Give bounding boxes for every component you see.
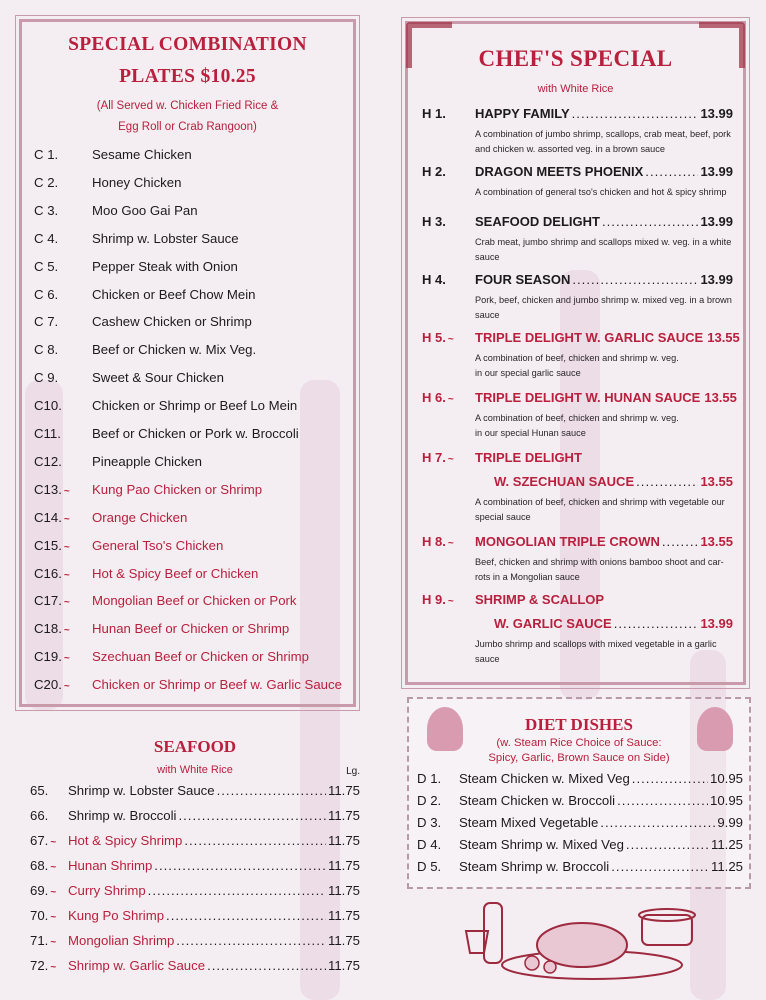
diet-list-item (417, 793, 743, 808)
dot-leader (626, 837, 709, 852)
combo-item-name: Szechuan Beef or Chicken or Shrimp (92, 649, 309, 665)
combo-item-code: C18. ~ (34, 621, 70, 637)
chefs-item-description-line2: special sauce (475, 512, 531, 522)
chefs-item-name: MONGOLIAN TRIPLE CROWN (475, 534, 660, 549)
seafood-item-code: 71. ~ (30, 933, 57, 948)
diet-list-item (417, 771, 743, 786)
combination-subtitle-line2: Egg Roll or Crab Rangoon) (118, 121, 257, 133)
chefs-special-title: CHEF'S SPECIAL (478, 46, 673, 71)
spicy-pepper-icon: ~ (50, 862, 57, 873)
roast-chicken-and-wine-illustration (462, 893, 722, 988)
seafood-item-code: 72. ~ (30, 958, 57, 973)
dot-leader (602, 214, 699, 229)
spicy-pepper-icon: ~ (447, 596, 454, 607)
spicy-pepper-icon: ~ (63, 485, 70, 497)
spicy-pepper-icon: ~ (63, 653, 70, 665)
diet-item-price: 11.25 (710, 837, 743, 852)
dot-leader (636, 474, 698, 489)
chefs-item-name-row (475, 390, 737, 405)
diet-item-name: Steam Shrimp w. Mixed Veg (459, 837, 624, 852)
chefs-item-name: SEAFOOD DELIGHT (475, 214, 600, 229)
seafood-subtitle: with White Rice (157, 764, 233, 776)
combo-item-code: C16. ~ (34, 565, 70, 581)
dot-leader (632, 771, 708, 786)
food-illustration (462, 893, 722, 988)
combo-item-name: General Tso's Chicken (92, 537, 224, 553)
diet-list-item (417, 815, 743, 830)
combo-item-name: Pineapple Chicken (92, 453, 202, 469)
chefs-item-description-line2: in our special garlic sauce (475, 368, 581, 378)
combo-item-code: C 2. (34, 174, 59, 190)
combo-item-name: Chicken or Shrimp or Beef w. Garlic Sauce (92, 677, 342, 693)
seafood-item-code: 66. (30, 808, 49, 823)
dot-leader (614, 616, 699, 631)
spicy-pepper-icon: ~ (63, 541, 70, 553)
combo-item-code: C13. ~ (34, 481, 70, 497)
seafood-item-price: 11.75 (327, 958, 360, 973)
seafood-item-price: 11.75 (327, 858, 360, 873)
combo-item-name: Cashew Chicken or Shrimp (92, 314, 252, 330)
chefs-item-description-line2: in our special Hunan sauce (475, 428, 586, 438)
diet-item-name: Steam Mixed Vegetable (459, 815, 599, 830)
chefs-item-code: H 8. ~ (422, 534, 454, 549)
diet-dishes-subtitle-line1: (w. Steam Rice Choice of Sauce: (496, 737, 662, 749)
seafood-size-label: Lg. (346, 766, 360, 777)
seafood-item-code: 68. ~ (30, 858, 57, 873)
seafood-item-name: Shrimp w. Lobster Sauce (68, 783, 215, 798)
seafood-item-name: Shrimp w. Broccoli (68, 808, 177, 823)
chefs-item-description-line1: A combination of general tso's chicken and hot & spicy shrimp (475, 187, 727, 197)
combo-item-name: Shrimp w. Lobster Sauce (92, 230, 239, 246)
chefs-item-code: H 1. (422, 106, 446, 121)
spicy-pepper-icon: ~ (63, 597, 70, 609)
chefs-item-name-row (475, 214, 733, 229)
diet-list-item (417, 837, 743, 852)
seafood-list-item (30, 833, 360, 848)
diet-list-item (417, 859, 743, 874)
combo-item-code: C 5. (34, 258, 59, 274)
chefs-item-price: 13.99 (700, 616, 733, 631)
seafood-title: SEAFOOD (153, 737, 237, 756)
seafood-item-name: Mongolian Shrimp (68, 933, 175, 948)
dot-leader (184, 833, 326, 848)
diet-item-code: D 3. (417, 815, 442, 830)
diet-item-code: D 5. (417, 859, 442, 874)
chefs-item-name: TRIPLE DELIGHT W. HUNAN SAUCE (475, 390, 701, 405)
dot-leader (176, 933, 326, 948)
chefs-item-name-row (494, 616, 733, 631)
chefs-item-name-row (475, 534, 733, 549)
chefs-item-name: FOUR SEASON (475, 272, 571, 287)
seafood-item-name: Hunan Shrimp (68, 858, 153, 873)
combo-item-code: C17. ~ (34, 593, 70, 609)
seafood-section (30, 735, 360, 985)
seafood-item-price: 11.75 (327, 908, 360, 923)
chefs-item-price: 13.99 (700, 272, 733, 287)
combo-item-code: C10. (34, 398, 62, 414)
seafood-item-price: 11.75 (327, 883, 360, 898)
seafood-list-item (30, 808, 360, 823)
spicy-pepper-icon: ~ (447, 538, 454, 549)
spicy-pepper-icon: ~ (63, 681, 70, 693)
spicy-pepper-icon: ~ (63, 569, 70, 581)
seafood-list-item (30, 933, 360, 948)
combo-item-code: C 8. (34, 342, 59, 358)
dot-leader (217, 783, 326, 798)
seafood-list-item (30, 883, 360, 898)
chefs-item-code: H 6. ~ (422, 390, 454, 405)
seafood-list-item (30, 858, 360, 873)
chefs-item-description-line1: A combination of beef, chicken and shrimp w. veg. (475, 413, 679, 423)
chefs-item-code: H 9. ~ (422, 592, 454, 607)
chefs-item-name: HAPPY FAMILY (475, 106, 570, 121)
dot-leader (611, 859, 709, 874)
dot-leader (645, 164, 698, 179)
combo-item-name: Pepper Steak with Onion (92, 258, 238, 274)
dot-leader (572, 106, 699, 121)
diet-item-price: 11.25 (710, 859, 743, 874)
chefs-item-code: H 3. (422, 214, 446, 229)
combination-item-list (34, 147, 347, 707)
combo-item-code: C14. ~ (34, 509, 70, 525)
combo-item-name: Sesame Chicken (92, 147, 192, 162)
combo-item-code: C19. ~ (34, 649, 70, 665)
spicy-pepper-icon: ~ (50, 962, 57, 973)
chefs-item-name-row (494, 474, 733, 489)
chefs-item-price: 13.99 (700, 214, 733, 229)
chefs-item-price: 13.99 (700, 106, 733, 121)
combo-item-code: C12. (34, 453, 62, 469)
combo-item-code: C 6. (34, 286, 59, 302)
spicy-pepper-icon: ~ (50, 912, 57, 923)
chefs-item-code: H 5. ~ (422, 330, 454, 345)
chefs-item-name: W. GARLIC SAUCE (494, 616, 612, 631)
seafood-list-item (30, 958, 360, 973)
chefs-item-name: W. SZECHUAN SAUCE (494, 474, 635, 489)
diet-item-price: 10.95 (709, 771, 743, 786)
seafood-item-price: 11.75 (327, 783, 360, 798)
chefs-item-name: TRIPLE DELIGHT W. GARLIC SAUCE (475, 330, 704, 345)
chefs-item-description-line1: A combination of jumbo shrimp, scallops, crab meat, beef, pork (475, 129, 731, 139)
dot-leader (617, 793, 708, 808)
chefs-item-price: 13.55 (700, 474, 733, 489)
chefs-item-description-line2: and chicken w. assorted veg. in a brown sauce (475, 144, 665, 154)
spicy-pepper-icon: ~ (63, 513, 70, 525)
combo-item-code: C 1. (34, 147, 59, 162)
chefs-item-price: 13.55 (704, 390, 737, 405)
combo-item-name: Chicken or Shrimp or Beef Lo Mein (92, 398, 298, 414)
chefs-item-description-line1: A combination of beef, chicken and shrimp w. veg. (475, 353, 679, 363)
seafood-item-code: 70. ~ (30, 908, 57, 923)
combo-item-code: C20. ~ (34, 677, 70, 693)
seafood-item-price: 11.75 (327, 833, 360, 848)
dot-leader (178, 808, 326, 823)
combination-plates-section (19, 19, 356, 707)
diet-dishes-item-list (417, 771, 743, 883)
combo-item-code: C 9. (34, 370, 59, 386)
diet-item-code: D 2. (417, 793, 442, 808)
seafood-list-item (30, 783, 360, 798)
combo-item-code: C11. (34, 426, 61, 441)
chefs-item-price: 13.55 (700, 534, 733, 549)
diet-item-code: D 1. (417, 771, 442, 786)
combo-item-code: C 3. (34, 202, 59, 218)
combo-item-name: Hunan Beef or Chicken or Shrimp (92, 621, 290, 637)
combo-item-code: C 7. (34, 314, 59, 330)
chefs-item-description-line1: Beef, chicken and shrimp with onions bamboo shoot and car- (475, 557, 724, 567)
dot-leader (662, 534, 699, 549)
dot-leader (166, 908, 326, 923)
chefs-item-name-row (475, 272, 733, 287)
combo-item-name: Orange Chicken (92, 509, 188, 525)
dot-leader (207, 958, 326, 973)
combo-item-name: Chicken or Beef Chow Mein (92, 286, 256, 302)
seafood-item-code: 67. ~ (30, 833, 57, 848)
spicy-pepper-icon: ~ (447, 394, 454, 405)
seafood-item-name: Curry Shrimp (68, 883, 146, 898)
combo-item-name: Moo Goo Gai Pan (92, 202, 198, 218)
combo-item-code: C15. ~ (34, 537, 70, 553)
dot-leader (154, 858, 326, 873)
diet-dishes-title: DIET DISHES (525, 715, 633, 734)
spicy-pepper-icon: ~ (447, 454, 454, 465)
diet-item-name: Steam Chicken w. Broccoli (459, 793, 616, 808)
combo-item-name: Beef or Chicken or Pork w. Broccoli (92, 426, 299, 441)
combo-item-name: Beef or Chicken w. Mix Veg. (92, 342, 257, 358)
combo-item-name: Hot & Spicy Beef or Chicken (92, 565, 259, 581)
chefs-special-subtitle: with White Rice (537, 83, 614, 95)
seafood-item-code: 69. ~ (30, 883, 57, 898)
seafood-item-list (30, 783, 360, 983)
chefs-item-price: 13.55 (707, 330, 740, 345)
chefs-item-name-row (475, 164, 733, 179)
diet-dishes-section (407, 697, 751, 889)
combination-title-line1: SPECIAL COMBINATION (68, 34, 307, 55)
chefs-special-item-list (422, 106, 740, 676)
chefs-item-description-line2: rots in a Mongolian sauce (475, 572, 580, 582)
chefs-item-description-line2: sauce (475, 252, 500, 262)
chefs-item-code: H 2. (422, 164, 446, 179)
seafood-list-item (30, 908, 360, 923)
combination-title-line2: PLATES $10.25 (119, 66, 256, 87)
seafood-item-price: 11.75 (327, 933, 360, 948)
combo-item-name: Sweet & Sour Chicken (92, 370, 224, 386)
chefs-special-item (422, 592, 733, 662)
chefs-item-description-line1: Jumbo shrimp and scallops with mixed vegetable in a garlic (475, 639, 717, 649)
combo-item-name: Honey Chicken (92, 174, 182, 190)
seafood-item-name: Shrimp w. Garlic Sauce (68, 958, 206, 973)
chefs-item-description-line2: sauce (475, 654, 500, 664)
chefs-item-name-row (475, 330, 740, 345)
spicy-pepper-icon: ~ (50, 837, 57, 848)
diet-item-name: Steam Shrimp w. Broccoli (459, 859, 610, 874)
chefs-item-name-line1: SHRIMP & SCALLOP (475, 592, 605, 607)
diet-item-code: D 4. (417, 837, 442, 852)
diet-dishes-subtitle-line2: Spicy, Garlic, Brown Sauce on Side) (488, 752, 670, 764)
chefs-item-code: H 7. ~ (422, 450, 454, 465)
chefs-special-item (422, 450, 733, 520)
chefs-item-name: DRAGON MEETS PHOENIX (475, 164, 644, 179)
combo-item-name: Kung Pao Chicken or Shrimp (92, 481, 263, 497)
seafood-item-code: 65. (30, 783, 49, 798)
seafood-item-name: Kung Po Shrimp (68, 908, 165, 923)
dot-leader (148, 883, 326, 898)
chefs-item-name-line1: TRIPLE DELIGHT (475, 450, 582, 465)
spicy-pepper-icon: ~ (63, 625, 70, 637)
spicy-pepper-icon: ~ (50, 937, 57, 948)
spicy-pepper-icon: ~ (447, 334, 454, 345)
chefs-special-section (405, 21, 746, 685)
chefs-item-description-line2: sauce (475, 310, 500, 320)
diet-item-price: 10.95 (709, 793, 743, 808)
chefs-item-description-line1: Crab meat, jumbo shrimp and scallops mixed w. veg. in a white (475, 237, 732, 247)
combination-subtitle-line1: (All Served w. Chicken Fried Rice & (96, 100, 279, 112)
chefs-item-name-row (475, 106, 733, 121)
dot-leader (572, 272, 698, 287)
spicy-pepper-icon: ~ (50, 887, 57, 898)
seafood-item-name: Hot & Spicy Shrimp (68, 833, 183, 848)
chefs-item-code: H 4. (422, 272, 446, 287)
combo-item-code: C 4. (34, 230, 59, 246)
seafood-item-price: 11.75 (327, 808, 360, 823)
dot-leader (600, 815, 715, 830)
diet-item-name: Steam Chicken w. Mixed Veg (459, 771, 630, 786)
chefs-item-price: 13.99 (700, 164, 733, 179)
chefs-item-description-line1: A combination of beef, chicken and shrimp with vegetable our (475, 497, 725, 507)
combo-item-name: Mongolian Beef or Chicken or Pork (92, 593, 297, 609)
diet-item-price: 9.99 (717, 815, 743, 830)
chefs-item-description-line1: Pork, beef, chicken and jumbo shrimp w. mixed veg. in a brown (475, 295, 732, 305)
